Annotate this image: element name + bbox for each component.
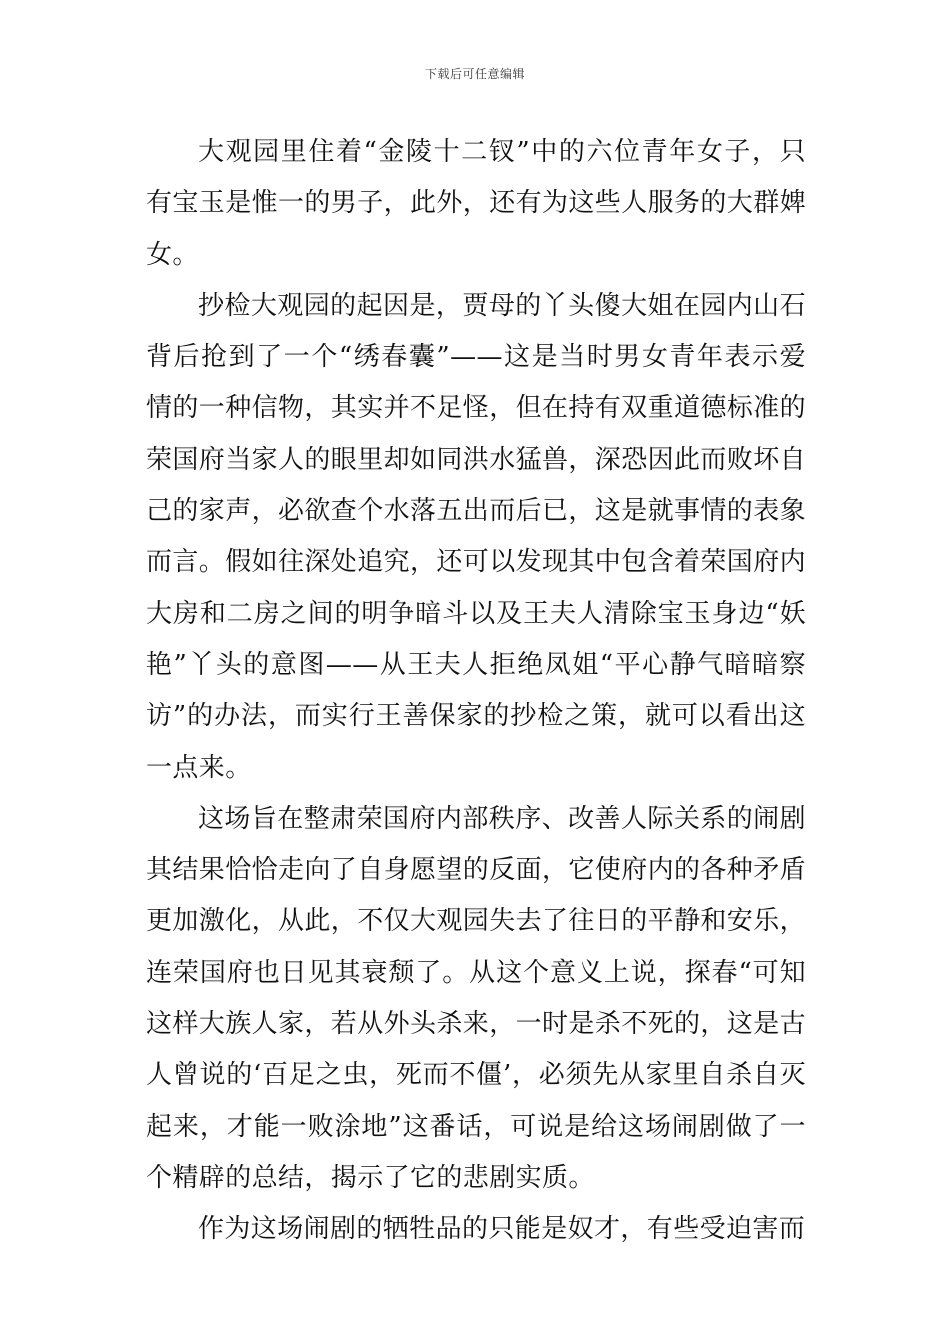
paragraph-2: 抄检大观园的起因是，贾母的丫头傻大姐在园内山石背后抢到了一个“绣春囊”——这是当时男女青年表示爱情的一种信物，其实并不足怪，但在持有双重道德标准的荣国府当家人的眼里却如同洪水猛兽，深恐因此而败坏自己的家声，必欲查个水落五出而后已，这是就事情的表象而言。假如往深处追究，还可以发现其中包含着荣国府内大房和二房之间的明争暗斗以及王夫人清除宝玉身边“妖艳”丫头的意图——从王夫人拒绝凤姐“平心静气暗暗察访”的办法，而实行王善保家的抄检之策，就可以看出这一点来。 bbox=[146, 290, 807, 783]
paragraph-1: 大观园里住着“金陵十二钗”中的六位青年女子，只有宝玉是惟一的男子，此外，还有为这些人服务的大群婢女。 bbox=[146, 137, 807, 270]
paragraph-3: 这场旨在整肃荣国府内部秩序、改善人际关系的闹剧其结果恰恰走向了自身愿望的反面，它使府内的各种矛盾更加激化，从此，不仅大观园失去了往日的平静和安乐，连荣国府也日见其衰颓了。从这个意义上说，探春“可知这样大族人家，若从外头杀来，一时是杀不死的，这是古人曾说的‘百足之虫，死而不僵’，必须先从家里自杀自灭起来，才能一败涂地”这番话，可说是给这场闹剧做了一个精辟的总结，揭示了它的悲剧实质。 bbox=[146, 803, 807, 1193]
document-body bbox=[146, 127, 806, 1256]
paragraph-4: 作为这场闹剧的牺牲品的只能是奴才，有些受迫害而 bbox=[198, 1214, 806, 1245]
page-header: 下载后可任意编辑 bbox=[424, 67, 525, 81]
